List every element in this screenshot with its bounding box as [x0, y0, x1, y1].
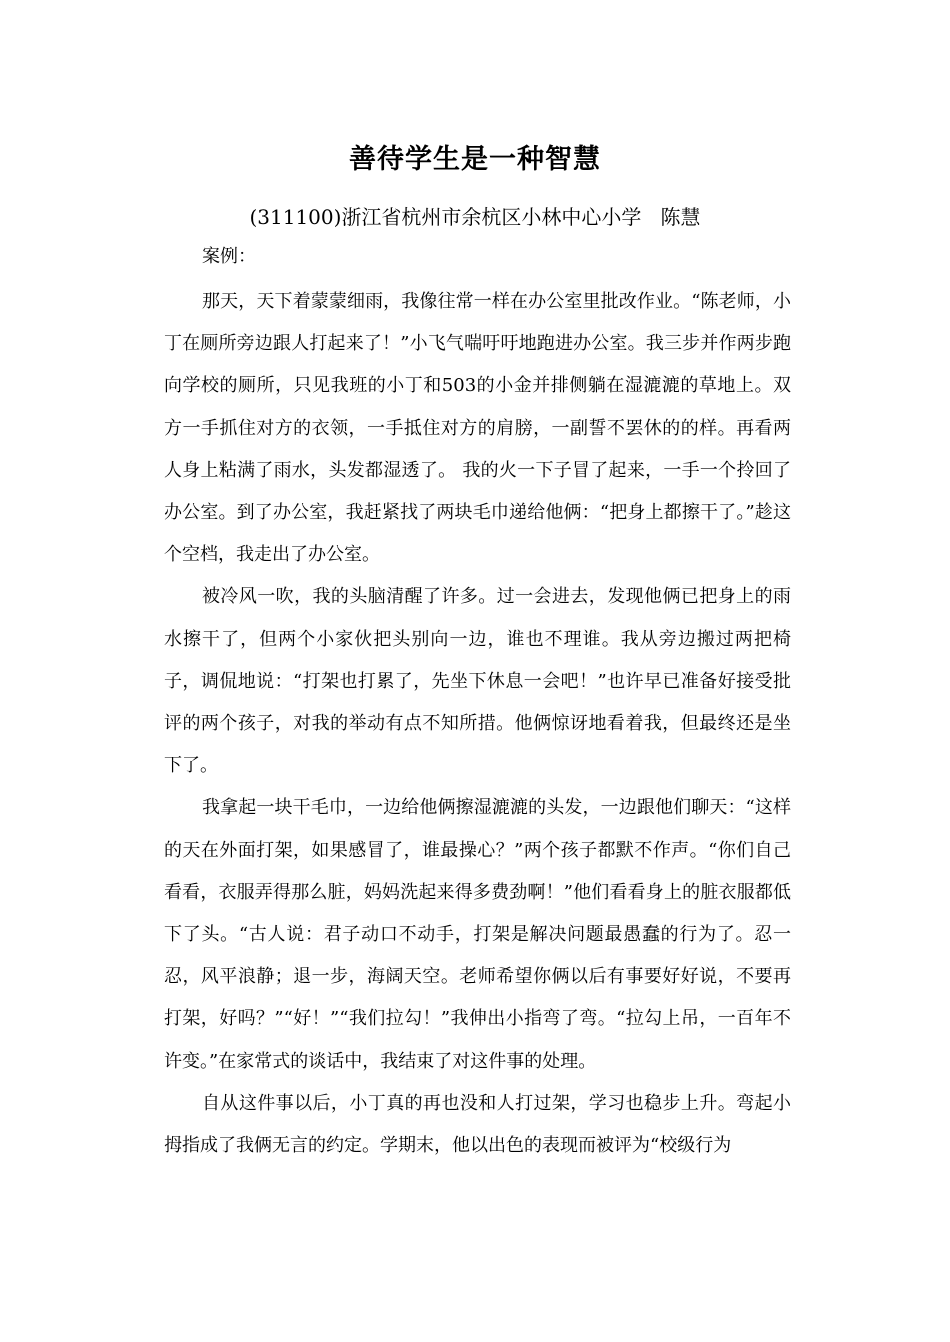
- body-paragraph: 我拿起一块干毛巾，一边给他俩擦湿漉漉的头发，一边跟他们聊天：“这样的天在外面打架，如果感冒了，谁最操心？”两个孩子都默不作声。“你们自己看看，衣服弄得那么脏，妈妈洗起来得多费劲啊！”他们看看身上的脏衣服都低下了头。“古人说：君子动口不动手，打架是解决问题最愚蠢的行为了。忍一忍，风平浪静；退一步，海阔天空。老师希望你俩以后有事要好好说，不要再打架，好吗？”“好！”“我们拉勾！”我伸出小指弯了弯。“拉勾上吊，一百年不许变。”在家常式的谈话中，我结束了对这件事的处理。: [164, 797, 791, 1072]
- document-body: [164, 281, 791, 1167]
- body-paragraph: 自从这件事以后，小丁真的再也没和人打过架，学习也稳步上升。弯起小拇指成了我俩无言的约定。学期末，他以出色的表现而被评为“校级行为: [164, 1092, 791, 1157]
- body-paragraph: 被冷风一吹，我的头脑清醒了许多。过一会进去，发现他俩已把身上的雨水擦干了，但两个小家伙把头别向一边，谁也不理谁。我从旁边搬过两把椅子，调侃地说：“打架也打累了，先坐下休息一会吧！”也许早已准备好接受批评的两个孩子，对我的举动有点不知所措。他俩惊讶地看着我，但最终还是坐下了。: [164, 586, 791, 777]
- document-title: 善待学生是一种智慧: [349, 144, 601, 175]
- body-paragraph: 那天，天下着蒙蒙细雨，我像往常一样在办公室里批改作业。“陈老师，小丁在厕所旁边跟人打起来了！”小飞气喘吁吁地跑进办公室。我三步并作两步跑向学校的厕所，只见我班的小丁和503的小金并排侧躺在湿漉漉的草地上。双方一手抓住对方的衣领，一手抵住对方的肩膀，一副誓不罢休的的样。再看两人身上粘满了雨水，头发都湿透了。 我的火一下子冒了起来，一手一个拎回了办公室。到了办公室，我赶紧找了两块毛巾递给他俩：“把身上都擦干了。”趁这个空档，我走出了办公室。: [164, 291, 791, 566]
- section-label: 案例：: [202, 246, 256, 267]
- author-byline: (311100)浙江省杭州市余杭区小林中心小学 陈慧: [249, 205, 701, 229]
